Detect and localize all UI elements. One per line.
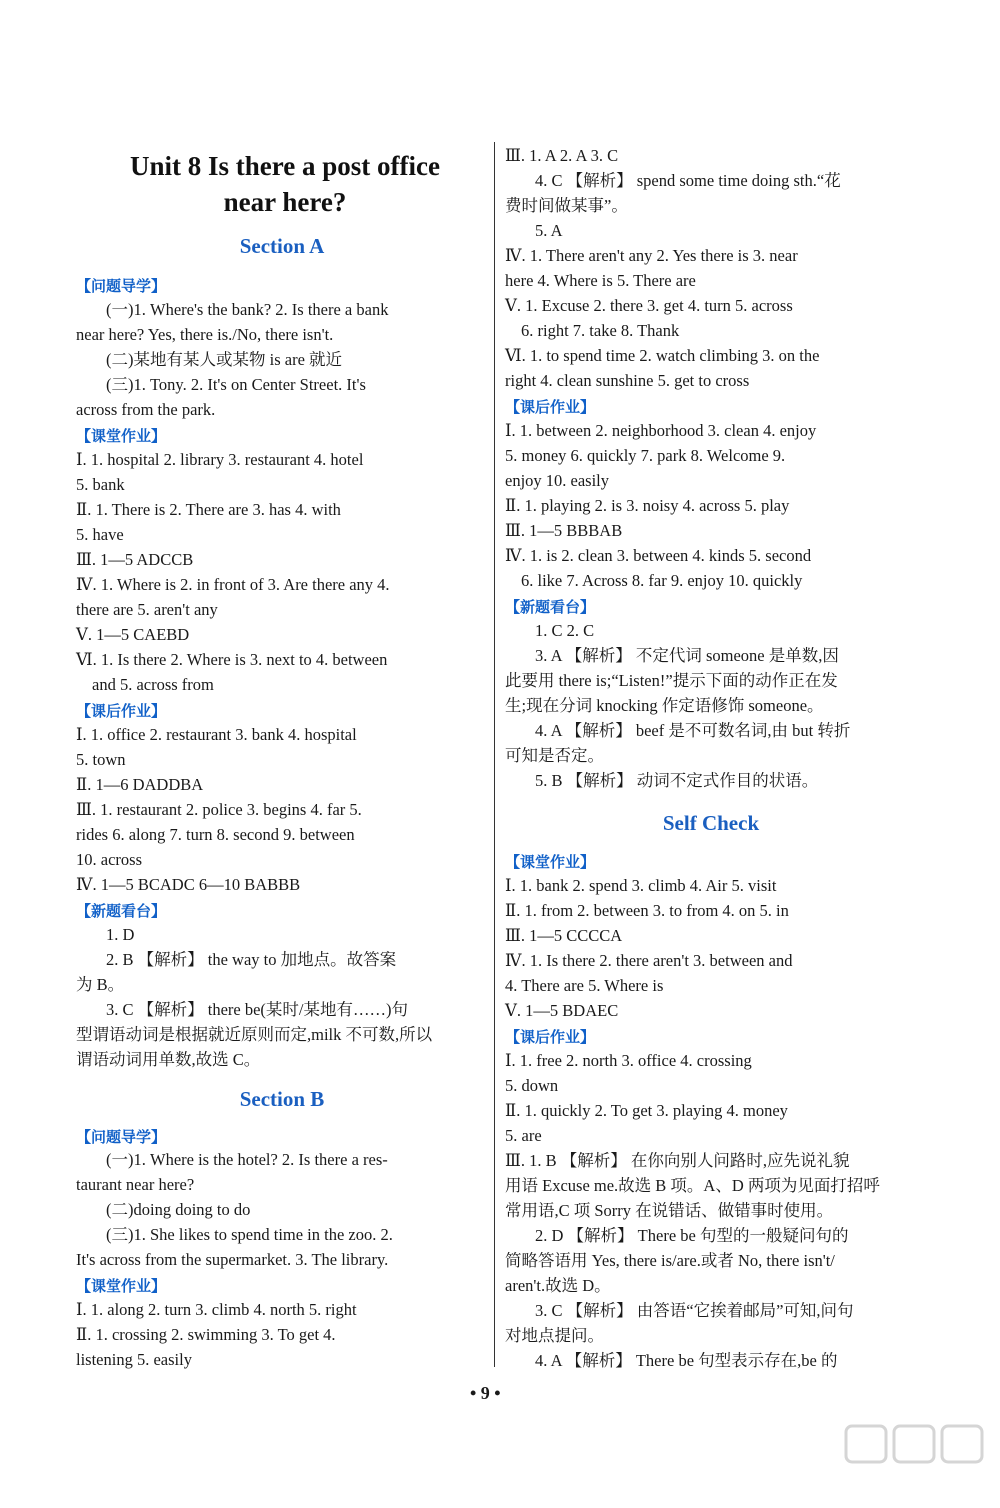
answer-line: (三)1. Tony. 2. It's on Center Street. It's: [106, 375, 366, 394]
answer-line: 10. across: [76, 850, 142, 869]
answer-line: listening 5. easily: [76, 1350, 192, 1369]
answer-line: 4. A 【解析】 beef 是不可数名词,由 but 转折: [535, 721, 851, 740]
answer-line: 费时间做某事”。: [505, 196, 628, 215]
answer-line: Ⅳ. 1—5 BCADC 6—10 BABBB: [76, 875, 301, 894]
section-heading: Self Check: [662, 811, 760, 835]
section-heading: Section B: [239, 1087, 325, 1111]
answer-line: Ⅲ. 1. restaurant 2. police 3. begins 4. far 5.: [76, 800, 362, 819]
answer-line: Ⅲ. 1—5 CCCCA: [505, 926, 623, 945]
answer-line: Ⅱ. 1. quickly 2. To get 3. playing 4. money: [505, 1101, 788, 1120]
answer-line: Ⅳ. 1. There aren't any 2. Yes there is 3. near: [505, 246, 798, 265]
answer-line: Ⅴ. 1—5 CAEBD: [76, 625, 190, 644]
answer-line: (一)1. Where is the hotel? 2. Is there a res-: [106, 1150, 388, 1169]
exercise-tag: 【课后作业】: [505, 398, 596, 416]
answer-line: 5. are: [505, 1126, 542, 1145]
answer-line: (三)1. She likes to spend time in the zoo. 2.: [106, 1225, 393, 1244]
answer-line: (一)1. Where's the bank? 2. Is there a bank: [106, 300, 389, 319]
answer-line: Ⅰ. 1. free 2. north 3. office 4. crossing: [505, 1051, 752, 1070]
exercise-tag: 【问题导学】: [76, 1128, 167, 1146]
answer-line: 4. A 【解析】 There be 句型表示存在,be 的: [535, 1351, 838, 1370]
answer-line: 2. B 【解析】 the way to 加地点。故答案: [106, 950, 397, 969]
unit-title: [105, 148, 465, 220]
exercise-tag: 【问题导学】: [76, 277, 167, 295]
answer-line: Ⅱ. 1. playing 2. is 3. noisy 4. across 5. play: [505, 496, 790, 515]
answer-line: aren't.故选 D。: [505, 1276, 611, 1295]
answer-line: Ⅱ. 1—6 DADDBA: [76, 775, 204, 794]
answer-line: Ⅲ. 1. A 2. A 3. C: [505, 146, 619, 165]
answer-line: 5. A: [535, 221, 563, 240]
exercise-tag: 【课后作业】: [76, 702, 167, 720]
answer-line: 1. D: [106, 925, 135, 944]
answer-line: Ⅴ. 1—5 BDAEC: [505, 1001, 619, 1020]
answer-line: here 4. Where is 5. There are: [505, 271, 696, 290]
exercise-tag: 【课堂作业】: [76, 427, 167, 445]
answer-line: 2. D 【解析】 There be 句型的一般疑问句的: [535, 1226, 849, 1245]
answer-line: Ⅱ. 1. There is 2. There are 3. has 4. with: [76, 500, 341, 519]
answer-line: Ⅰ. 1. along 2. turn 3. climb 4. north 5. right: [76, 1300, 357, 1319]
answer-line: 5. down: [505, 1076, 559, 1095]
answer-line: 简略答语用 Yes, there is/are.或者 No, there isn't/: [505, 1251, 835, 1270]
answer-line: (二)某地有某人或某物 is are 就近: [106, 350, 343, 369]
answer-line: Ⅰ. 1. between 2. neighborhood 3. clean 4. enjoy: [505, 421, 817, 440]
answer-line: near here? Yes, there is./No, there isn't.: [76, 325, 334, 344]
answer-line: rides 6. along 7. turn 8. second 9. between: [76, 825, 355, 844]
answer-line: 3. A 【解析】 不定代词 someone 是单数,因: [535, 646, 839, 665]
answer-line: Ⅲ. 1—5 BBBAB: [505, 521, 623, 540]
answer-line: 4. C 【解析】 spend some time doing sth.“花: [535, 171, 841, 190]
exercise-tag: 【新题看台】: [76, 902, 167, 920]
answer-line: It's across from the supermarket. 3. The library.: [76, 1250, 389, 1269]
answer-line: 可知是否定。: [505, 746, 604, 765]
exercise-tag: 【课堂作业】: [505, 853, 596, 871]
answer-line: Ⅲ. 1—5 ADCCB: [76, 550, 194, 569]
answer-line: Ⅳ. 1. is 2. clean 3. between 4. kinds 5. second: [505, 546, 812, 565]
answer-line: 用语 Excuse me.故选 B 项。A、D 两项为见面打招呼: [505, 1176, 880, 1195]
answer-line: 常用语,C 项 Sorry 在说错话、做错事时使用。: [505, 1201, 834, 1220]
answer-line: taurant near here?: [76, 1175, 195, 1194]
answer-line: 5. have: [76, 525, 124, 544]
answer-line: 5. money 6. quickly 7. park 8. Welcome 9.: [505, 446, 786, 465]
answer-line: Ⅴ. 1. Excuse 2. there 3. get 4. turn 5. across: [505, 296, 793, 315]
watermark-logo: [842, 1420, 992, 1500]
answer-line: Ⅰ. 1. bank 2. spend 3. climb 4. Air 5. visit: [505, 876, 777, 895]
answer-line: Ⅱ. 1. crossing 2. swimming 3. To get 4.: [76, 1325, 336, 1344]
answer-line: 为 B。: [76, 975, 125, 994]
unit-title-line1: Unit 8 Is there a post office: [130, 151, 440, 181]
answer-line: right 4. clean sunshine 5. get to cross: [505, 371, 750, 390]
answer-line: 此要用 there is;“Listen!”提示下面的动作正在发: [505, 671, 838, 690]
answer-line: Ⅱ. 1. from 2. between 3. to from 4. on 5. in: [505, 901, 789, 920]
answer-line: 6. like 7. Across 8. far 9. enjoy 10. quickly: [521, 571, 803, 590]
answer-line: Ⅵ. 1. Is there 2. Where is 3. next to 4. between: [76, 650, 388, 669]
answer-line: Ⅰ. 1. office 2. restaurant 3. bank 4. hospital: [76, 725, 357, 744]
answer-line: across from the park.: [76, 400, 216, 419]
answer-line: Ⅳ. 1. Where is 2. in front of 3. Are there any 4.: [76, 575, 390, 594]
answer-line: Ⅰ. 1. hospital 2. library 3. restaurant 4. hotel: [76, 450, 364, 469]
exercise-tag: 【课后作业】: [505, 1028, 596, 1046]
answer-line: enjoy 10. easily: [505, 471, 610, 490]
answer-line: 生;现在分词 knocking 作定语修饰 someone。: [505, 696, 824, 715]
answer-line: 对地点提问。: [505, 1326, 604, 1345]
answer-line: 6. right 7. take 8. Thank: [521, 321, 680, 340]
answer-line: 5. bank: [76, 475, 125, 494]
unit-title-line2: near here?: [223, 187, 347, 217]
answer-line: 4. There are 5. Where is: [505, 976, 664, 995]
page-number: • 9 •: [470, 1383, 501, 1403]
column-divider: [494, 142, 495, 1367]
answer-line: 谓语动词用单数,故选 C。: [76, 1050, 261, 1069]
answer-line: (二)doing doing to do: [106, 1200, 251, 1219]
answer-line: and 5. across from: [92, 675, 214, 694]
answer-line: 3. C 【解析】 由答语“它挨着邮局”可知,问句: [535, 1301, 854, 1320]
answer-line: 5. B 【解析】 动词不定式作目的状语。: [535, 771, 819, 790]
answer-line: Ⅲ. 1. B 【解析】 在你向别人问路时,应先说礼貌: [505, 1151, 850, 1170]
section-heading: Section A: [239, 234, 325, 258]
exercise-tag: 【课堂作业】: [76, 1277, 167, 1295]
answer-line: 型谓语动词是根据就近原则而定,milk 不可数,所以: [76, 1025, 433, 1044]
answer-line: 1. C 2. C: [535, 621, 595, 640]
answer-line: Ⅳ. 1. Is there 2. there aren't 3. between and: [505, 951, 793, 970]
answer-line: 5. town: [76, 750, 126, 769]
answer-line: there are 5. aren't any: [76, 600, 218, 619]
answer-line: 3. C 【解析】 there be(某时/某地有……)句: [106, 1000, 409, 1019]
answer-line: Ⅵ. 1. to spend time 2. watch climbing 3. on the: [505, 346, 820, 365]
exercise-tag: 【新题看台】: [505, 598, 596, 616]
